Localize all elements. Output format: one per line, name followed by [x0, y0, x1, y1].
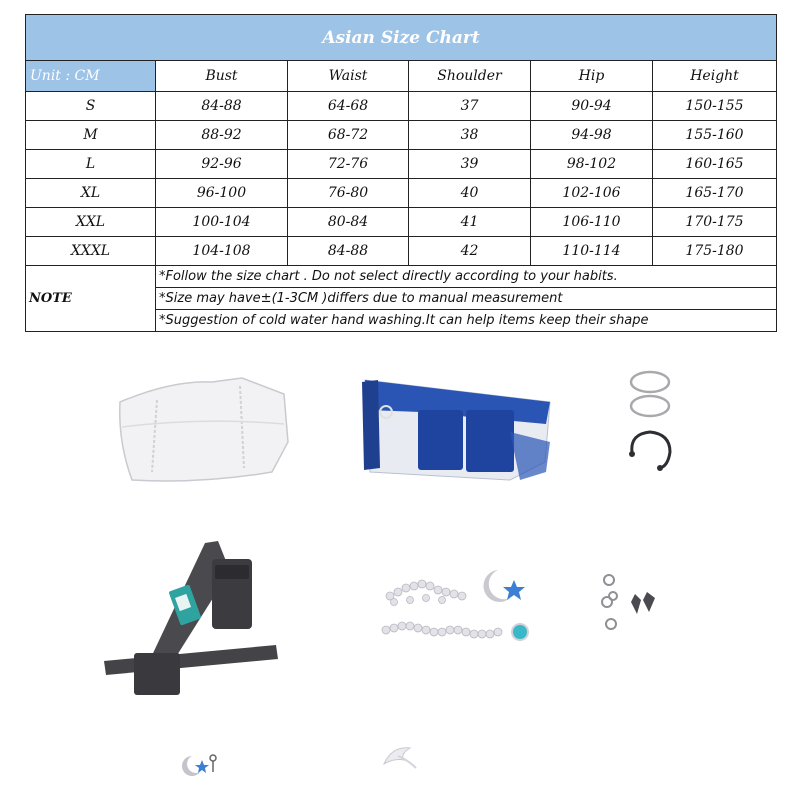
header-row [26, 61, 777, 92]
column-header: Bust [156, 61, 288, 92]
value-cell: 88-92 [156, 121, 288, 150]
value-cell: 102-106 [531, 179, 653, 208]
earrings-photo [595, 572, 665, 634]
value-cell: 84-88 [288, 237, 409, 266]
size-cell: XXXL [26, 237, 156, 266]
size-cell: S [26, 92, 156, 121]
value-cell: 165-170 [653, 179, 777, 208]
size-cell: XXL [26, 208, 156, 237]
value-cell: 84-88 [156, 92, 288, 121]
column-header: Waist [288, 61, 409, 92]
column-header: Height [653, 61, 777, 92]
value-cell: 150-155 [653, 92, 777, 121]
value-cell: 76-80 [288, 179, 409, 208]
size-cell: L [26, 150, 156, 179]
value-cell: 100-104 [156, 208, 288, 237]
value-cell: 106-110 [531, 208, 653, 237]
value-cell: 37 [409, 92, 531, 121]
strap-harness-photo [100, 535, 282, 705]
note-text: *Suggestion of cold water hand washing.It can help items keep their shape [156, 310, 777, 332]
note-text: *Follow the size chart . Do not select directly according to your habits. [156, 266, 777, 288]
rings-and-bangle-photo [620, 368, 680, 478]
value-cell: 104-108 [156, 237, 288, 266]
value-cell: 68-72 [288, 121, 409, 150]
value-cell: 39 [409, 150, 531, 179]
value-cell: 94-98 [531, 121, 653, 150]
blue-waist-piece-photo [360, 372, 560, 484]
value-cell: 155-160 [653, 121, 777, 150]
value-cell: 41 [409, 208, 531, 237]
column-header: Hip [531, 61, 653, 92]
column-header: Shoulder [409, 61, 531, 92]
size-chart-table [25, 14, 777, 332]
value-cell: 92-96 [156, 150, 288, 179]
table-row [26, 237, 777, 266]
value-cell: 160-165 [653, 150, 777, 179]
white-top-photo [112, 372, 292, 487]
value-cell: 170-175 [653, 208, 777, 237]
value-cell: 96-100 [156, 179, 288, 208]
table-row [26, 150, 777, 179]
value-cell: 175-180 [653, 237, 777, 266]
size-cell: XL [26, 179, 156, 208]
bead-chain-photo [380, 562, 540, 654]
table-row [26, 92, 777, 121]
value-cell: 72-76 [288, 150, 409, 179]
value-cell: 110-114 [531, 237, 653, 266]
note-row [26, 266, 777, 288]
unit-label: Unit : CM [26, 61, 156, 92]
value-cell: 40 [409, 179, 531, 208]
note-text: *Size may have±(1-3CM )differs due to manual measurement [156, 288, 777, 310]
table-row [26, 208, 777, 237]
moon-earring-photo [180, 750, 220, 780]
value-cell: 64-68 [288, 92, 409, 121]
chart-title: Asian Size Chart [26, 15, 777, 61]
note-label: NOTE [26, 266, 156, 332]
size-cell: M [26, 121, 156, 150]
value-cell: 38 [409, 121, 531, 150]
value-cell: 42 [409, 237, 531, 266]
table-row [26, 179, 777, 208]
value-cell: 98-102 [531, 150, 653, 179]
table-row [26, 121, 777, 150]
value-cell: 90-94 [531, 92, 653, 121]
value-cell: 80-84 [288, 208, 409, 237]
white-clip-photo [380, 742, 420, 772]
